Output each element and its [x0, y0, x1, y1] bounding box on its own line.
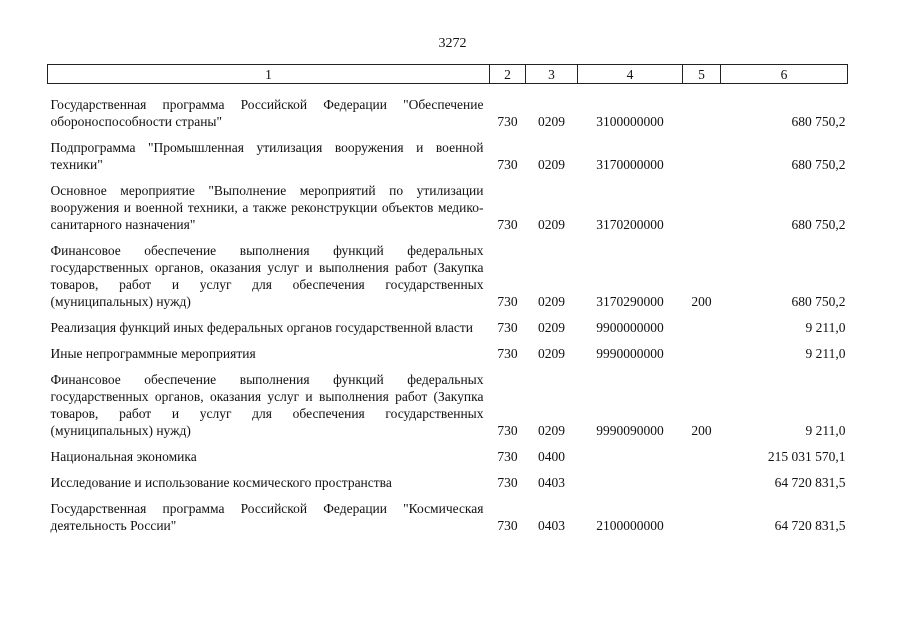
target-item-cell	[578, 448, 683, 465]
row-name-cell: Государственная программа Российской Федерации "Обеспечение обороноспособности страны"	[50, 97, 484, 129]
row-name-cell: Исследование и использование космического пространства	[50, 475, 392, 490]
section-code-cell: 0209	[538, 423, 565, 438]
row-name-cell: Финансовое обеспечение выполнения функций федеральных государственных органов, оказания услуг и выполнения работ (Закупка товаров, работ и услуг для обеспечения государственных (муниципальных) нужд)	[50, 372, 484, 438]
ministry-code-cell: 730	[497, 320, 518, 335]
amount-cell: 9 211,0	[805, 320, 846, 335]
ministry-code-cell: 730	[497, 423, 518, 438]
amount-cell: 680 750,2	[791, 294, 846, 309]
row-name-cell: Реализация функций иных федеральных органов государственной власти	[50, 320, 474, 335]
ministry-code-cell: 730	[497, 114, 518, 129]
row-spacer	[48, 439, 848, 448]
row-spacer	[48, 362, 848, 371]
section-code-cell: 0209	[538, 294, 565, 309]
column-header: 2	[490, 65, 526, 84]
page-number: 3272	[438, 36, 467, 51]
expense-type-cell	[683, 319, 721, 336]
amount-cell: 680 750,2	[791, 157, 846, 172]
ministry-code-cell: 730	[497, 217, 518, 232]
ministry-code-cell: 730	[497, 294, 518, 309]
expense-type-cell	[683, 96, 721, 130]
section-code-cell: 0209	[538, 157, 565, 172]
table-row	[48, 319, 848, 336]
table-row	[48, 371, 848, 439]
row-spacer	[48, 465, 848, 474]
ministry-code-cell: 730	[497, 475, 518, 490]
section-code-cell: 0209	[538, 320, 565, 335]
column-header: 5	[683, 65, 721, 84]
amount-cell: 215 031 570,1	[767, 449, 846, 464]
target-item-cell: 9900000000	[596, 320, 664, 335]
amount-cell: 9 211,0	[805, 346, 846, 361]
section-code-cell: 0209	[538, 217, 565, 232]
amount-cell: 64 720 831,5	[774, 518, 846, 533]
target-item-cell: 2100000000	[596, 518, 664, 533]
row-name-cell: Иные непрограммные мероприятия	[50, 346, 256, 361]
table-row	[48, 242, 848, 310]
target-item-cell: 3170290000	[596, 294, 664, 309]
target-item-cell: 3100000000	[596, 114, 664, 129]
expense-type-cell	[683, 500, 721, 534]
table-row	[48, 96, 848, 130]
row-spacer	[48, 336, 848, 345]
row-name-cell: Финансовое обеспечение выполнения функций федеральных государственных органов, оказания услуг и выполнения работ (Закупка товаров, работ и услуг для обеспечения государственных (муниципальных) нужд)	[50, 243, 484, 309]
column-header: 4	[578, 65, 683, 84]
table-row	[48, 182, 848, 233]
table-row	[48, 139, 848, 173]
expense-type-cell	[683, 474, 721, 491]
table-row	[48, 474, 848, 491]
expense-type-cell	[683, 345, 721, 362]
row-name-cell: Основное мероприятие "Выполнение мероприятий по утилизации вооружения и военной техники, а также реконструкции объектов медико-санитарного назначения"	[50, 183, 484, 232]
amount-cell: 680 750,2	[791, 114, 846, 129]
section-code-cell: 0403	[538, 518, 565, 533]
row-name-cell: Подпрограмма "Промышленная утилизация вооружения и военной техники"	[50, 140, 484, 172]
target-item-cell: 3170000000	[596, 157, 664, 172]
table-row	[48, 345, 848, 362]
column-number-header	[48, 65, 848, 84]
target-item-cell: 9990000000	[596, 346, 664, 361]
column-header: 6	[721, 65, 848, 84]
section-code-cell: 0209	[538, 114, 565, 129]
budget-table	[47, 64, 848, 534]
column-header: 1	[48, 65, 490, 84]
row-spacer	[48, 491, 848, 500]
target-item-cell: 3170200000	[596, 217, 664, 232]
row-spacer	[48, 233, 848, 242]
section-code-cell: 0209	[538, 346, 565, 361]
ministry-code-cell: 730	[497, 157, 518, 172]
row-name-cell: Национальная экономика	[50, 449, 197, 464]
target-item-cell: 9990090000	[596, 423, 664, 438]
expense-type-cell	[683, 182, 721, 233]
amount-cell: 9 211,0	[805, 423, 846, 438]
expense-type-cell: 200	[691, 294, 712, 309]
ministry-code-cell: 730	[497, 346, 518, 361]
target-item-cell	[578, 474, 683, 491]
section-code-cell: 0400	[538, 449, 565, 464]
ministry-code-cell: 730	[497, 518, 518, 533]
column-header: 3	[526, 65, 578, 84]
table-row	[48, 500, 848, 534]
section-code-cell: 0403	[538, 475, 565, 490]
row-spacer	[48, 310, 848, 319]
amount-cell: 680 750,2	[791, 217, 846, 232]
ministry-code-cell: 730	[497, 449, 518, 464]
row-spacer	[48, 84, 848, 97]
expense-type-cell	[683, 139, 721, 173]
row-spacer	[48, 173, 848, 182]
row-spacer	[48, 130, 848, 139]
expense-type-cell	[683, 448, 721, 465]
table-row	[48, 448, 848, 465]
expense-type-cell: 200	[691, 423, 712, 438]
amount-cell: 64 720 831,5	[774, 475, 846, 490]
row-name-cell: Государственная программа Российской Федерации "Космическая деятельность России"	[50, 501, 484, 533]
